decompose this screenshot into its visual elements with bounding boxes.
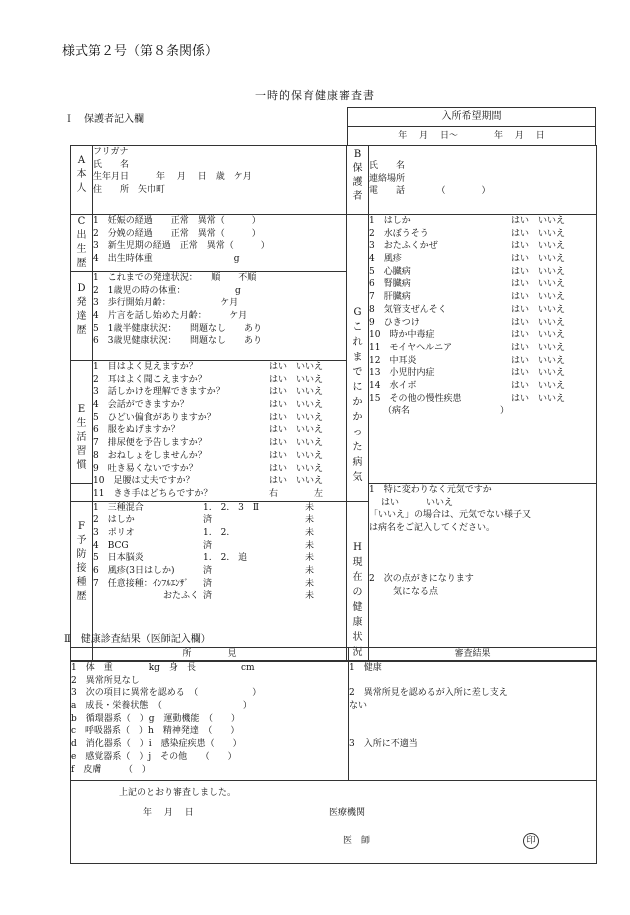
review-line: 3 入所に不適当 (349, 739, 418, 750)
illness-row (369, 405, 596, 418)
illness-name: 14 水イボ (369, 380, 417, 391)
vaccine-status: 未 (305, 591, 315, 602)
habit-question: 11 きき手はどちらですか？ (93, 488, 213, 499)
review-line (349, 713, 596, 726)
vaccine-row (93, 578, 346, 591)
signature-area (71, 781, 597, 864)
illness-answer: はい いいえ (511, 330, 566, 341)
health-line: は病名をご記入してください。 (369, 523, 496, 534)
illness-answer: はい いいえ (511, 254, 566, 265)
habit-question: 10 足腰は丈夫ですか？ (93, 476, 195, 487)
habit-row (93, 399, 346, 412)
habit-question: 3 話しかけを理解できますか？ (93, 387, 225, 398)
label-d: D 発 達 歴 (71, 272, 93, 361)
vaccine-doses: 済 (203, 578, 213, 589)
illness-answer: はい いいえ (511, 228, 566, 239)
findings-header: 所 見 (71, 648, 349, 662)
habit-row (93, 412, 346, 425)
exam-date: 年 月 日 (143, 808, 194, 818)
daily-habits (93, 361, 347, 502)
development-line: 6 3歳児健康状況： 問題なし あり (93, 336, 262, 347)
habit-question: 6 服をぬげますか？ (93, 425, 180, 436)
label-g: G こ れ ま で に か か っ た 病 気 (347, 215, 369, 502)
certification-text: 上記のとおり審査しました。 (119, 788, 237, 798)
illness-row (369, 240, 596, 253)
vaccine-doses: 済 (203, 515, 213, 526)
habit-answer: はい いいえ (269, 463, 324, 474)
habit-answer: はい いいえ (269, 476, 324, 487)
period-header: 入所希望期間 (348, 108, 596, 127)
illness-answer: はい いいえ (511, 317, 566, 328)
illness-name: 12 中耳炎 (369, 355, 417, 366)
habit-row (93, 488, 346, 501)
label-a: A 本 人 (71, 146, 93, 215)
birth-line: 2 分娩の経過 正常 異常（ ） (93, 228, 261, 239)
vaccine-status: 未 (305, 553, 315, 564)
form-number: 様式第２号（第８条関係） (62, 44, 219, 59)
development-line: 1 これまでの発達状況： 順 不順 (93, 273, 257, 283)
habit-question: 2 耳はよく聞こえますか？ (93, 374, 207, 385)
document-title: 一時的保育健康審査書 (255, 89, 375, 102)
habit-row (93, 424, 346, 437)
section2-heading: Ⅱ 健康診査結果（医師記入欄） (64, 634, 211, 645)
habit-question: 8 おねしょをしませんか？ (93, 450, 207, 461)
guardian-info (369, 146, 597, 215)
child-info (93, 146, 347, 215)
illness-answer: はい いいえ (511, 266, 566, 277)
label-f: F 予 防 接 種 歴 (71, 501, 93, 660)
exam-section (70, 647, 597, 864)
guardian-section (70, 145, 597, 661)
development-line: 3 歩行開始月齢： ケ月 (93, 298, 239, 309)
review-line (349, 675, 596, 688)
period-value: 年 月 日～ 年 月 日 (348, 127, 596, 146)
furigana-line: フリガナ (93, 147, 129, 157)
review-line: ない (349, 701, 368, 712)
habit-answer: はい いいえ (269, 425, 324, 436)
vaccine-name: 3 ポリオ (93, 527, 135, 538)
label-e: E 生 活 習 慣 (71, 361, 93, 484)
vaccine-name: おたふく (163, 591, 200, 602)
birth-history (93, 215, 347, 272)
habit-question: 5 ひどい偏食がありますか？ (93, 412, 216, 423)
habit-answer: はい いいえ (269, 362, 324, 372)
past-illnesses (369, 215, 597, 484)
review-header: 審査結果 (349, 648, 597, 662)
vaccine-status: 未 (305, 515, 315, 526)
vaccine-row (93, 540, 346, 553)
review-line (349, 725, 596, 738)
finding-line: a 成長・栄養状態 （ ） (71, 701, 252, 712)
illness-answer: はい いいえ (511, 393, 566, 404)
habit-row (93, 386, 346, 399)
habit-question: 4 会話ができますか？ (93, 400, 189, 411)
vaccine-row (93, 590, 346, 603)
illness-answer: はい いいえ (511, 216, 566, 226)
illness-name: 1 はしか (369, 216, 411, 226)
vaccine-doses: 済 (203, 591, 213, 602)
institution-label: 医療機関 (329, 808, 366, 818)
illness-name: 13 小児肘内症 (369, 368, 435, 379)
vaccine-name: 1 三種混合 (93, 502, 144, 513)
illness-row (369, 291, 596, 304)
health-line (369, 560, 596, 573)
review-list (349, 662, 597, 781)
vaccine-status: 未 (305, 502, 315, 513)
illness-row (369, 228, 596, 241)
illness-name: 8 気管支ぜんそく (369, 304, 447, 315)
finding-line: 3 次の項目に異常を認める （ ） (71, 688, 262, 699)
illness-answer: はい いいえ (511, 380, 566, 391)
illness-row (369, 253, 596, 266)
illness-row (369, 342, 596, 355)
vaccine-doses: 1. 2. 追 (203, 553, 248, 564)
health-line: 気になる点 (393, 586, 439, 597)
habit-answer: はい いいえ (269, 387, 324, 398)
health-line: 2 次の点がきになります (369, 573, 474, 584)
illness-answer: はい いいえ (511, 292, 566, 303)
illness-row (369, 304, 596, 317)
habit-row (93, 374, 346, 387)
findings-list (71, 662, 349, 781)
birth-line: 4 出生時体重 g (93, 254, 240, 265)
illness-name: 15 その他の慢性疾患 (369, 393, 462, 404)
finding-line: c 呼吸器系（ ）h 精神発達 （ ） (71, 726, 240, 737)
illness-name: 6 腎臓病 (369, 279, 411, 290)
vaccine-row (93, 502, 346, 515)
label-e-spacer (71, 484, 93, 502)
section1-heading: Ｉ 保護者記入欄 (64, 114, 144, 125)
guardian-name-line: 氏 名 (369, 161, 406, 171)
illness-name: 4 風疹 (369, 254, 402, 265)
period-box (347, 107, 596, 146)
illness-name: 7 肝臓病 (369, 292, 411, 303)
review-line: 1 健康 (349, 663, 382, 673)
habit-row (93, 361, 346, 374)
seal-icon: 印 (523, 833, 539, 849)
finding-line: b 循環器系（ ）g 運動機能 （ ） (71, 713, 241, 724)
habit-question: 9 吐き易くないですか？ (93, 463, 198, 474)
health-line (369, 535, 596, 548)
illness-name: 10 時か中毒症 (369, 330, 435, 341)
vaccine-doses: 済 (203, 540, 213, 551)
vaccine-name: 2 はしか (93, 515, 135, 526)
finding-line: 1 体 重 kg 身 長 cm (71, 663, 255, 673)
development-line: 4 片言を話し始めた月齢： ケ月 (93, 311, 248, 322)
vaccine-row (93, 527, 346, 540)
address-line: 住 所 矢巾町 (93, 185, 166, 196)
label-c: C 出 生 歴 (71, 215, 93, 272)
health-line: はい いいえ (381, 497, 454, 508)
birth-line: 1 妊娠の経過 正常 異常（ ） (93, 216, 261, 226)
vaccine-row (93, 565, 346, 578)
label-b: B 保 護 者 (347, 146, 369, 215)
vaccine-row (93, 552, 346, 565)
health-line: 「いいえ」の場合は、元気でない様子又 (369, 510, 532, 521)
habit-question: 7 排尿便を予告しますか？ (93, 438, 207, 449)
illness-answer: はい いいえ (511, 355, 566, 366)
birthdate-line: 生年月日 年 月 日 歳 ケ月 (93, 172, 252, 183)
vaccine-doses: 済 (203, 566, 213, 576)
habit-row (93, 475, 346, 488)
illness-row (369, 266, 596, 279)
review-line: 2 異常所見を認めるが入所に差し支え (349, 688, 508, 699)
illness-row (369, 380, 596, 393)
phone-line: 電 話 （ ） (369, 186, 491, 197)
vaccine-status: 未 (305, 566, 315, 576)
health-line (369, 547, 596, 560)
illness-answer: はい いいえ (511, 342, 566, 353)
illness-row (369, 355, 596, 368)
illness-name: 11 モイヤヘルニア (369, 342, 453, 353)
label-h: H 現 在 の 健 康 状 況 (347, 501, 369, 660)
illness-row (369, 215, 596, 228)
illness-name: 5 心臓病 (369, 266, 411, 277)
habit-question: 1 目はよく見えますか？ (93, 362, 198, 372)
habit-row (93, 450, 346, 463)
finding-line: f 皮膚 （ ） (71, 764, 151, 775)
illness-row (369, 329, 596, 342)
habit-answer: はい いいえ (269, 450, 324, 461)
child-name-line: 氏 名 (93, 159, 130, 170)
illness-row (369, 393, 596, 406)
vaccine-name: 5 日本脳炎 (93, 553, 144, 564)
illness-answer: はい いいえ (511, 279, 566, 290)
illness-name: 2 水ぼうそう (369, 228, 429, 239)
habit-answer: はい いいえ (269, 374, 324, 385)
illness-row (369, 317, 596, 330)
vaccine-name: 4 BCG (93, 540, 129, 551)
current-health (369, 484, 597, 661)
illness-row (369, 367, 596, 380)
habit-answer: はい いいえ (269, 400, 324, 411)
habit-row (93, 437, 346, 450)
birth-line: 3 新生児期の経過 正常 異常（ ） (93, 241, 270, 252)
vaccine-status: 未 (305, 578, 315, 589)
vaccine-doses: 1. 2. (203, 527, 230, 538)
habit-answer: 右 左 (269, 488, 324, 499)
illness-row (369, 278, 596, 291)
vaccine-name: 7 任意接種：ｲﾝﾌﾙｴﾝｻﾞ (93, 578, 189, 589)
doctor-label: 医 師 (343, 836, 371, 846)
finding-line: d 消化器系（ ）i 感染症疾患（ ） (71, 739, 242, 750)
illness-answer: はい いいえ (511, 368, 566, 379)
illness-name: （病名 ） (383, 406, 510, 417)
health-line: 1 特に変わりなく元気ですか (369, 485, 492, 495)
habit-answer: はい いいえ (269, 412, 324, 423)
illness-name: 3 おたふくかぜ (369, 241, 438, 252)
illness-name: 9 ひきつけ (369, 317, 420, 328)
illness-answer: はい いいえ (511, 304, 566, 315)
habit-answer: はい いいえ (269, 438, 324, 449)
vaccine-row (93, 514, 346, 527)
vaccine-status: 未 (305, 540, 315, 551)
vaccine-name: 6 風疹(3日はしか) (93, 566, 175, 576)
habit-row (93, 463, 346, 476)
development-line: 5 1歳半健康状況： 問題なし あり (93, 323, 262, 334)
contact-line: 連絡場所 (369, 173, 406, 184)
illness-answer: はい いいえ (511, 241, 566, 252)
development-history (93, 272, 347, 361)
finding-line: e 感覚器系（ ）j その他 （ ） (71, 751, 237, 762)
finding-line: 2 異常所見なし (71, 675, 140, 686)
vaccine-status: 未 (305, 527, 315, 538)
development-line: 2 1歳児の時の体重： g (93, 285, 241, 296)
vaccine-doses: 1. 2. 3 Ⅱ (203, 502, 260, 513)
